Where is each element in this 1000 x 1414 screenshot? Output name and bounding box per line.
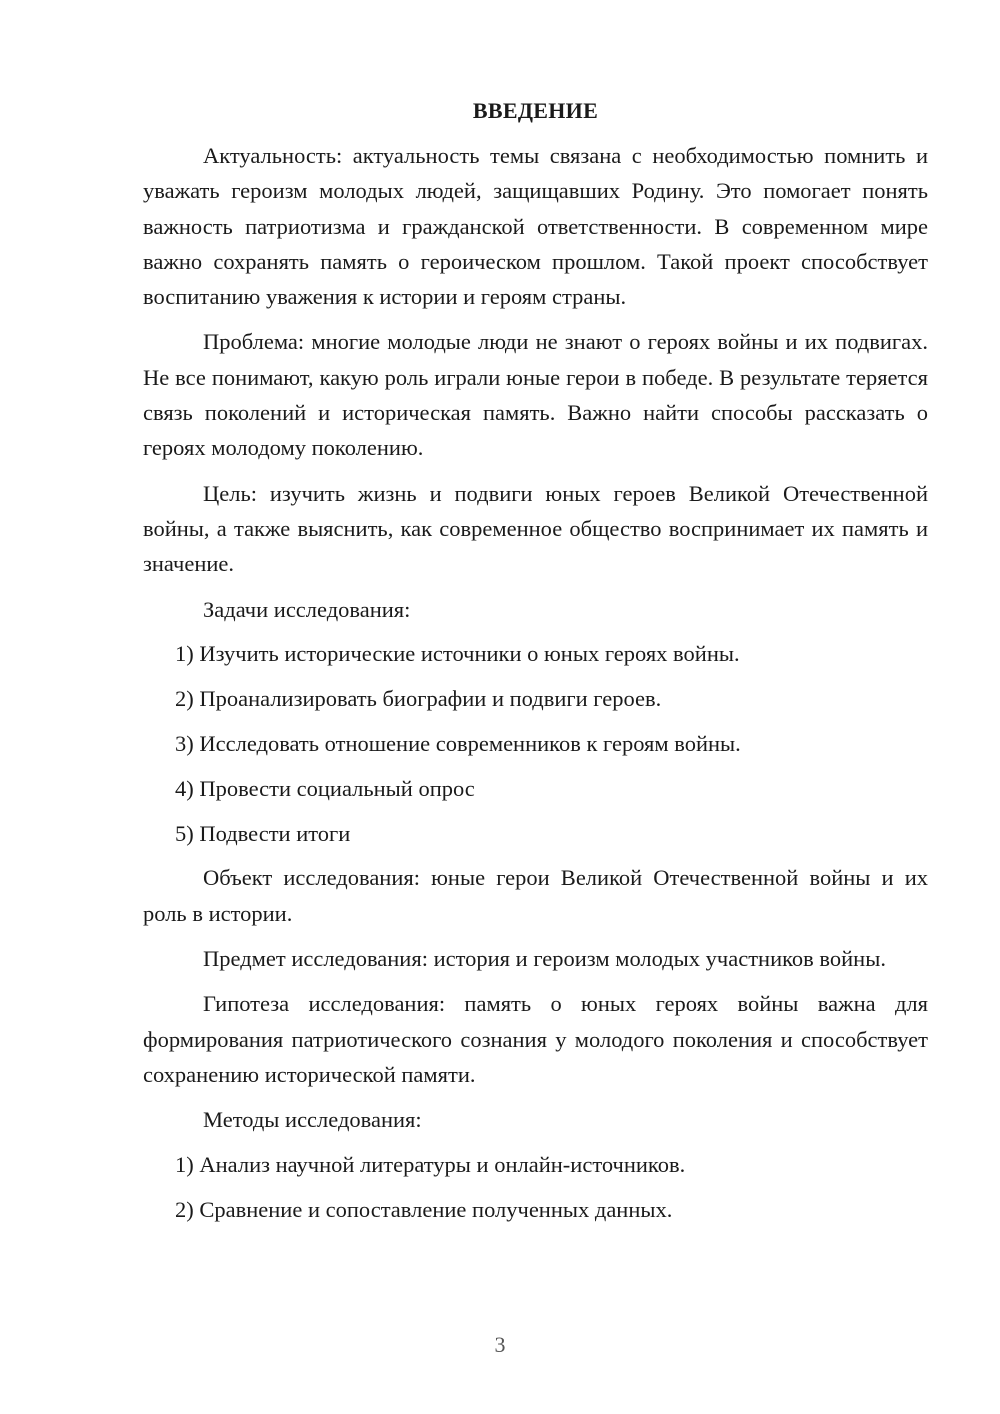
relevance-paragraph: Актуальность: актуальность темы связана с необходимостью помнить и уважать героизм молодых людей, защищавших Родину. Это помогает понять важность патриотизма и гражданской ответственности. В современном мире важно сохранять память о героическом прошлом. Такой проект способствует воспитанию уважения к истории и героям страны.	[143, 143, 928, 310]
goal-paragraph: Цель: изучить жизнь и подвиги юных героев Великой Отечественной войны, а также выяснить, как современное общество воспринимает их память и значение.	[143, 480, 928, 577]
list-item: 2) Проанализировать биографии и подвиги героев.	[175, 686, 662, 712]
list-item: 4) Провести социальный опрос	[175, 775, 475, 801]
object-paragraph: Объект исследования: юные герои Великой Отечественной войны и их роль в истории.	[143, 865, 928, 926]
list-item: 1) Анализ научной литературы и онлайн-источников.	[175, 1151, 686, 1177]
tasks-list	[143, 636, 928, 850]
problem-paragraph: Проблема: многие молодые люди не знают о героях войны и их подвигах. Не все понимают, какую роль играли юные герои в победе. В результате теряется связь поколений и историческая память. Важно найти способы рассказать о героях молодому поколению.	[143, 329, 928, 461]
subject-paragraph: Предмет исследования: история и героизм молодых участников войны.	[203, 945, 886, 971]
section-title: ВВЕДЕНИЕ	[472, 98, 599, 123]
list-item: 1) Изучить исторические источники о юных героях войны.	[175, 641, 740, 667]
page-number: 3	[494, 1332, 506, 1357]
methods-heading: Методы исследования:	[203, 1107, 422, 1133]
document-page	[143, 92, 928, 1237]
hypothesis-paragraph: Гипотеза исследования: память о юных героях войны важна для формирования патриотического сознания у молодого поколения и способствует сохранению исторической памяти.	[143, 991, 928, 1087]
methods-list	[143, 1147, 928, 1227]
list-item: 5) Подвести итоги	[175, 820, 351, 846]
tasks-heading: Задачи исследования:	[203, 596, 411, 622]
list-item: 2) Сравнение и сопоставление полученных данных.	[175, 1196, 673, 1222]
list-item: 3) Исследовать отношение современников к героям войны.	[175, 730, 741, 756]
